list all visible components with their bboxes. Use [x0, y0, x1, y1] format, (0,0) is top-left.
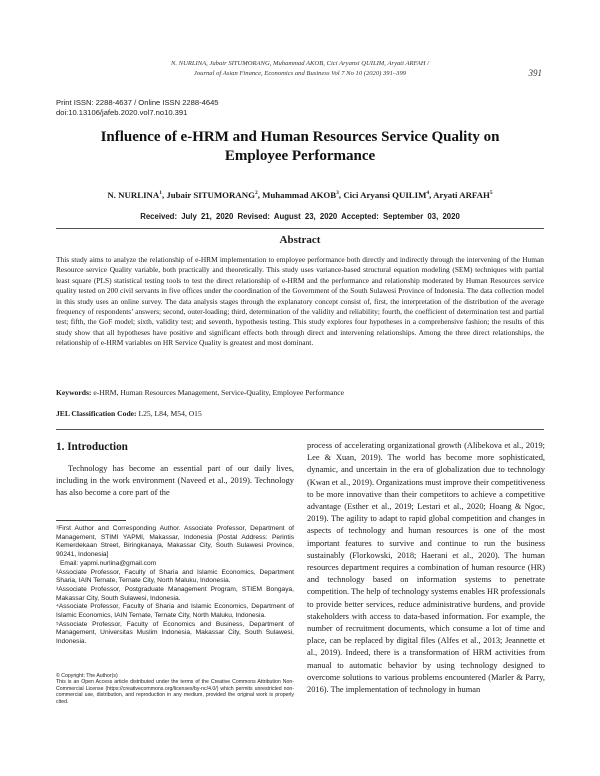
- license-text: This is an Open Access article distributed under the terms of the Creative Commons Attribution Non-Commercial License (https://creativecommons.org/licenses/by-nc/4.0/) which permits unrestricted non-commercial use, distribution, and reproduction in any medium, provided the original work is properly cited.: [56, 679, 294, 705]
- footnotes: [56, 525, 294, 647]
- keywords-label: Keywords:: [56, 388, 92, 397]
- paper-title-line-1: Influence of e-HRM and Human Resources Service Quality on: [100, 129, 500, 145]
- keywords-text: e-HRM, Human Resources Management, Service-Quality, Employee Performance: [91, 388, 344, 397]
- doi-line[interactable]: doi:10.13106/jafeb.2020.vol7.no10.391: [56, 108, 188, 117]
- issn-block: [56, 98, 219, 118]
- intro-paragraph-left: Technology has become an essential part of our daily lives, including in the work environment (Naveed et al., 2019). Technology has also become a core part of the: [56, 464, 294, 498]
- author-name: N. NURLINA: [107, 190, 160, 200]
- abstract-body: This study aims to analyze the relationship of e-HRM implementation to employee performance both directly and indirectly through the intervening of the Human Resource service Quality variable, both practically and theoretically. This study uses variance-based structural equation modeling (SEM) techniques with partial least square (PLS) statistical testing tools to test the direct relationship of e-HRM and the performance and relationship moderated by Human Resources service quality tested on 200 civil servants in five offices under the coordination of the Government of the South Sulawesi Province of Indonesia. The data collection model in this study uses an online survey. The data analysis stages through the explanatory concept consist of, first, the interpretation of the distribution of the average frequency of respondents’ answers; second, outer-loading; third, determination of the validity and reliability; fourth, the coefficient of determination test and partial test; fifth, the GoF model; sixth, validity test; and seventh, hypothesis testing. This study explores four hypotheses in a comprehensive fashion; the results of this study show that all hypotheses have positive and significant effects both through direct and intervening relationships. Among the three direct relationships, the relationship of e-HRM variables on HR Service Quality is greatest and most dominant.: [56, 255, 544, 348]
- section-heading-introduction: 1. Introduction: [56, 441, 128, 453]
- footnote-1: ¹First Author and Corresponding Author. Associate Professor, Department of Management, STIMI YAPMI, Makassar, Indonesia [Postal Address: Perintis Kemerdekaan Street, Biringkanaya, Makassar City, South Sulawesi Province, 90241, Indonesia]: [56, 525, 294, 559]
- jel-label: JEL Classification Code:: [56, 409, 137, 418]
- license-notice: [56, 673, 294, 705]
- page-number: 391: [528, 68, 542, 78]
- divider: [56, 228, 544, 229]
- footnote-1-email[interactable]: Email: yapmi.nurlina@gmail.com: [60, 559, 157, 567]
- intro-paragraph-right: process of accelerating organizational growth (Alibekova et al., 2019; Lee & Xuan, 2019). The world has become more sophisticated, dynamic, and uncertain in the era of globalization due to technology (Kwan et al., 2019). Organizations must improve their competitiveness to be more innovative than their competitors to achieve a competitive advantage (Esther et al., 2019; Lestari et al., 2020; Hoang & Ngoc, 2019). The agility to adapt to rapid global competition and changes in aspects of technology and human resources is one of the most important features to survive and continue to run the business sustainably (Florkowski, 2018; Haerani et al., 2020). The human resources department requires a combination of human resource (HR) and technology based on information systems to penetrate competition. The help of technology systems enables HR professionals to provide better services, reduce administrative burdens, and provide stakeholders with access to data-based information. For example, the number of recruitment documents, which consume a lot of time and place, can be replaced by digital files (Alfes et al., 2013; Jeannette et al., 2019). Indeed, there is a transformation of HRM activities from manual to automatic behavior by using technology designed to overcome solutions to various problems encountered (Marler & Parry, 2016). The implementation of technology in human: [307, 441, 545, 695]
- footnote-4: ⁴Associate Professor, Faculty of Sharia and Islamic Economics, Department of Islamic Economics, IAIN Ternate, Ternate City, North Maluku, Indonesia.: [56, 603, 294, 620]
- paper-title-line-2: Employee Performance: [224, 148, 376, 164]
- jel-classification: [56, 409, 544, 418]
- footnote-3: ³Associate Professor, Postgraduate Management Program, STIEM Bongaya, Makassar City, South Sulawesi, Indonesia.: [56, 585, 294, 602]
- abstract-heading: Abstract: [279, 234, 321, 246]
- running-head-journal: Journal of Asian Finance, Economics and Business Vol 7 No 10 (2020) 391–399: [193, 69, 407, 77]
- author-name: Jubair SITUMORANG: [166, 190, 255, 200]
- submission-dates: Received: July 21, 2020 Revised: August 23, 2020 Accepted: September 03, 2020: [140, 212, 460, 221]
- issn-line: Print ISSN: 2288-4637 / Online ISSN 2288-4645: [56, 98, 219, 107]
- author-list: N. NURLINA$^1$, Jubair SITUMORANG$^2$, Muhammad AKOB$^3$, Cici Aryansi QUILIM$^4$, Aryati ARFAH$^5$: [107, 190, 493, 200]
- footnote-divider: [56, 520, 126, 521]
- running-head: [60, 59, 540, 78]
- author-name: Cici Aryansi QUILIM: [343, 190, 427, 200]
- author-name: Muhammad AKOB: [262, 190, 337, 200]
- keywords: [56, 388, 544, 397]
- author-affiliation-marker: 1: [159, 190, 162, 197]
- copyright-line: © Copyright: The Author(s): [56, 673, 118, 679]
- jel-codes: L25, L84, M54, O15: [136, 409, 202, 418]
- author-affiliation-marker: 5: [489, 190, 493, 197]
- author-affiliation-marker: 3: [336, 190, 339, 197]
- author-name: Aryati ARFAH: [433, 190, 490, 200]
- author-affiliation-marker: 4: [426, 190, 430, 197]
- author-affiliation-marker: 2: [254, 190, 258, 197]
- divider: [56, 429, 544, 430]
- footnote-2: ²Associate Professor, Faculty of Sharia and Islamic Economics, Department Sharia, IAIN Ternate, Ternate City, North Maluku, Indonesia.: [56, 568, 294, 585]
- paper-title: [70, 128, 530, 166]
- footnote-5: ⁵Associate Professor, Faculty of Economics and Business, Department of Management, Universitas Muslim Indonesia, Makassar City, South Sulawesi, Indonesia.: [56, 620, 294, 646]
- running-head-authors: N. NURLINA, Jubair SITUMORANG, Muhammad AKOB, Cici Aryansi QUILIM, Aryati ARFAH /: [170, 60, 429, 67]
